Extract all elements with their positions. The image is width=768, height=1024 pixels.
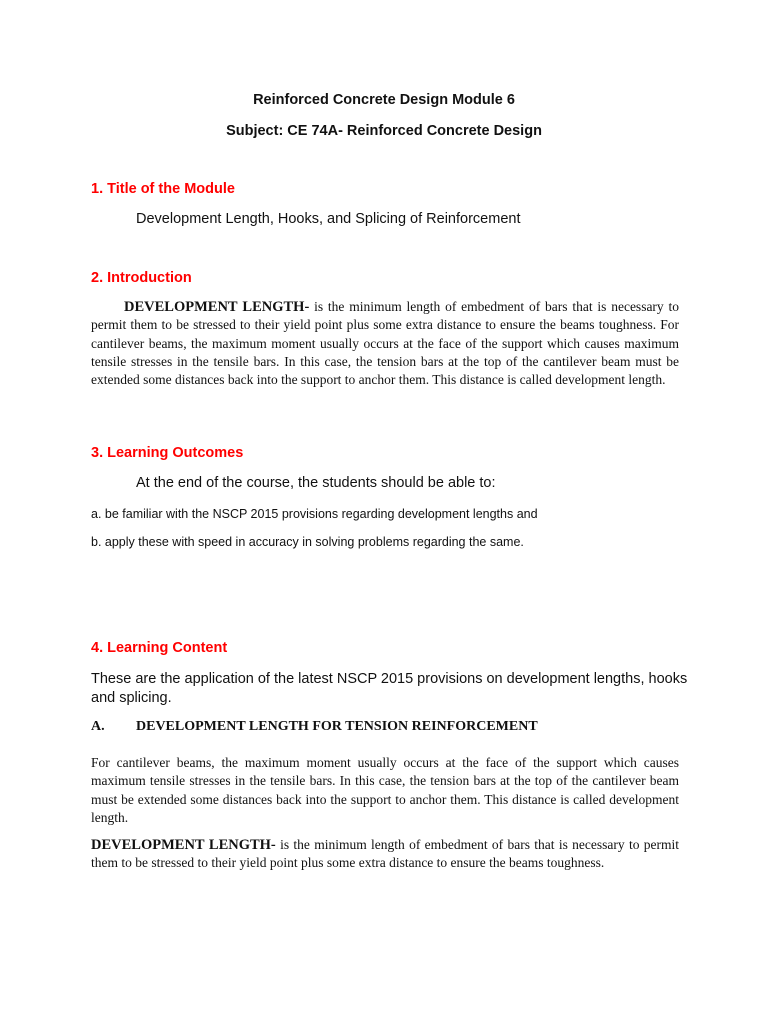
outcome-item-a: a. be familiar with the NSCP 2015 provisions regarding development lengths and xyxy=(91,507,538,521)
outcome-item-b: b. apply these with speed in accuracy in solving problems regarding the same. xyxy=(91,535,524,549)
development-length-term-2: DEVELOPMENT LENGTH- xyxy=(91,837,276,853)
section-3-heading: 3. Learning Outcomes xyxy=(91,445,244,461)
section-1-heading: 1. Title of the Module xyxy=(91,181,235,197)
development-length-paragraph xyxy=(91,836,679,873)
development-length-term: DEVELOPMENT LENGTH- xyxy=(124,299,310,315)
subject-line: Subject: CE 74A- Reinforced Concrete Design xyxy=(226,123,542,139)
subsection-letter: A. xyxy=(91,719,105,734)
module-subject-title: Development Length, Hooks, and Splicing of Reinforcement xyxy=(136,211,521,227)
introduction-paragraph xyxy=(91,298,679,389)
section-2-heading: 2. Introduction xyxy=(91,270,192,286)
introduction-body: is the minimum length of embedment of bars that is necessary to permit them to be stressed to their yield point plus some extra distance to ensure the beams toughness. For cantilever beams, the maximum moment usually occurs at the face of the support which causes maximum tensile stresses in the tensile bars. In this case, the tension bars at the top of the cantilever beam must be extended some distances back into the support to anchor them. This distance is called development length. xyxy=(91,299,679,388)
module-title: Reinforced Concrete Design Module 6 xyxy=(253,92,515,108)
learning-content-intro: These are the application of the latest NSCP 2015 provisions on development lengths, hooks and splicing. xyxy=(91,671,688,706)
subsection-title: DEVELOPMENT LENGTH FOR TENSION REINFORCEMENT xyxy=(136,719,538,734)
section-4-heading: 4. Learning Content xyxy=(91,640,228,656)
cantilever-paragraph: For cantilever beams, the maximum moment usually occurs at the face of the support which causes maximum tensile stresses in the tensile bars. In this case, the tension bars at the top of the cantilever beam must be extended some distances back into the support to anchor them. This distance is called development length. xyxy=(91,755,679,825)
outcomes-lead: At the end of the course, the students should be able to: xyxy=(136,475,496,491)
development-length-body: is the minimum length of embedment of bars that is necessary to permit them to be stressed to their yield point plus some extra distance to ensure the beams toughness. xyxy=(91,837,679,871)
